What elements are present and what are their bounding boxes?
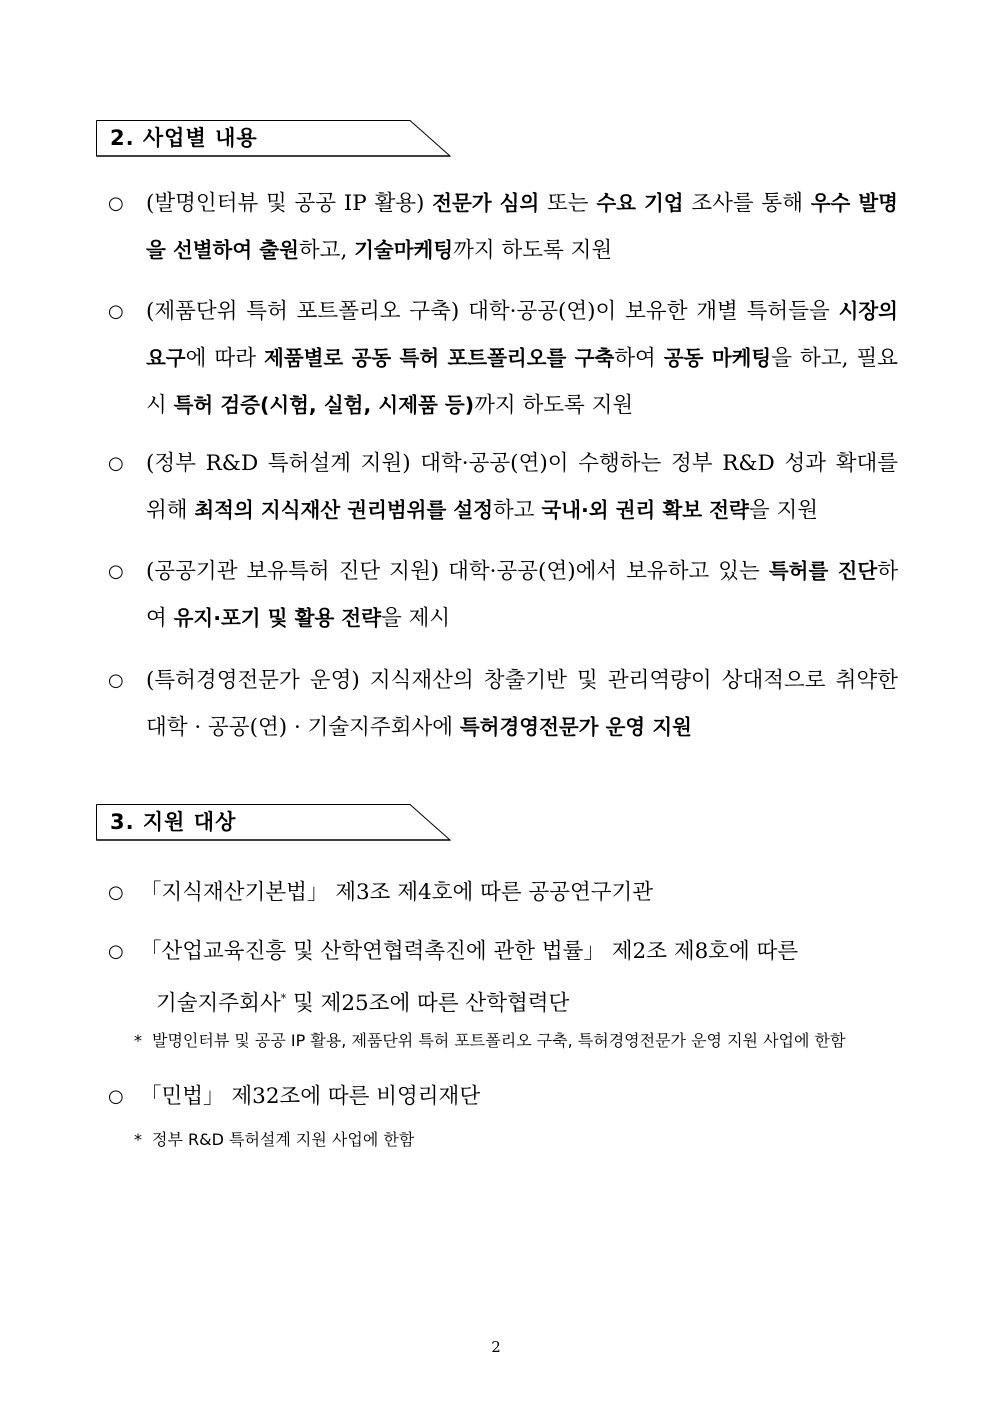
bullet-circle: ○	[108, 670, 124, 691]
bullet-circle: ○	[108, 193, 124, 214]
bold-text: 유지·포기 및 활용 전략	[173, 606, 382, 630]
bold-text: 공동 마케팅	[663, 346, 772, 370]
target-item-3	[108, 1073, 898, 1120]
content-item-1	[108, 180, 898, 274]
text-run: 에 따라	[185, 346, 265, 371]
bullet-circle: ○	[108, 1086, 124, 1107]
bullet-circle: ○	[108, 941, 124, 962]
bold-text: 특허 검증(시험, 실험, 시제품 등)	[173, 393, 475, 417]
target-text-line2: 기술지주회사* 및 제25조에 따른 산학협력단	[156, 991, 570, 1017]
text-run: 하여	[614, 346, 664, 371]
text-run: (정부 R&D 특허설계 지원) 대학·공공(연)이 수행하는 정부 R&D 성과 확대를 위해	[146, 451, 898, 523]
text-run: (발명인터뷰 및 공공 IP 활용)	[146, 191, 433, 216]
content-item-2	[108, 288, 898, 429]
target-text: 「산업교육진흥 및 산학연협력촉진에 관한 법률」 제2조 제8호에 따른	[140, 939, 799, 964]
text-run: 조사를 통해	[683, 191, 811, 216]
bold-text: 기술마케팅	[354, 238, 454, 262]
target-item-2	[108, 928, 898, 1027]
bold-text: 국내·외 권리 확보 전략	[541, 498, 749, 522]
section-3-title: 3. 지원 대상	[110, 810, 237, 834]
bold-text: 최적의 지식재산 권리범위를 설정	[194, 498, 494, 522]
target-text: 「지식재산기본법」 제3조 제4호에 따른 공공연구기관	[140, 880, 654, 905]
content-item-5	[108, 657, 898, 751]
bullet-circle: ○	[108, 453, 124, 474]
target-text: 「민법」 제32조에 따른 비영리재단	[140, 1084, 481, 1109]
content-item-3	[108, 440, 898, 534]
content-text	[146, 657, 898, 751]
footnote-1: * 발명인터뷰 및 공공 IP 활용, 제품단위 특허 포트폴리오 구축, 특허경영전문가 운영 지원 사업에 한함	[134, 1031, 846, 1050]
text-run: 까지 하도록 지원	[474, 393, 634, 418]
text-run: 하고	[493, 498, 542, 523]
bold-text: 제품별로 공동 특허 포트폴리오를 구축	[264, 346, 615, 370]
text-run: 까지 하도록 지원	[453, 238, 613, 263]
text-run: 을 하고, 필요시	[146, 346, 899, 418]
bullet-circle: ○	[108, 561, 124, 582]
page-number: 2	[491, 1338, 501, 1356]
bullet-circle: ○	[108, 882, 124, 903]
text-run: (제품단위 특허 포트폴리오 구축) 대학·공공(연)이 보유한 개별 특허들을	[146, 299, 839, 324]
bold-text: 우수 발명을 선별하여 출원	[146, 191, 898, 262]
content-item-4	[108, 548, 898, 642]
bold-text: 수요 기업	[596, 191, 684, 215]
text-run: 또는	[539, 191, 597, 216]
text-run: 을 지원	[748, 498, 818, 523]
section-2-title: 2. 사업별 내용	[110, 126, 258, 150]
content-text	[146, 180, 898, 274]
section-3-heading	[96, 804, 451, 840]
content-text	[146, 288, 898, 429]
footnote-2: * 정부 R&D 특허설계 지원 사업에 한함	[134, 1130, 415, 1149]
text-run: 을 제시	[381, 606, 451, 631]
target-item-1	[108, 869, 898, 916]
text-run: 하여	[146, 559, 898, 631]
bold-text: 전문가 심의	[432, 191, 540, 215]
bullet-circle: ○	[108, 301, 124, 322]
bold-text: 특허를 진단	[768, 559, 878, 583]
text-run: (특허경영전문가 운영) 지식재산의 창출기반 및 관리역량이 상대적으로 취약한 대학 · 공공(연) · 기술지주회사에	[146, 668, 898, 740]
bold-text: 특허경영전문가 운영 지원	[459, 715, 692, 739]
bold-text: 시장의 요구	[146, 299, 898, 370]
content-text	[146, 548, 898, 642]
text-run: (공공기관 보유특허 진단 지원) 대학·공공(연)에서 보유하고 있는	[146, 559, 769, 584]
section-2-heading	[96, 120, 451, 156]
text-run: 하고,	[298, 238, 355, 263]
content-text	[146, 440, 898, 534]
